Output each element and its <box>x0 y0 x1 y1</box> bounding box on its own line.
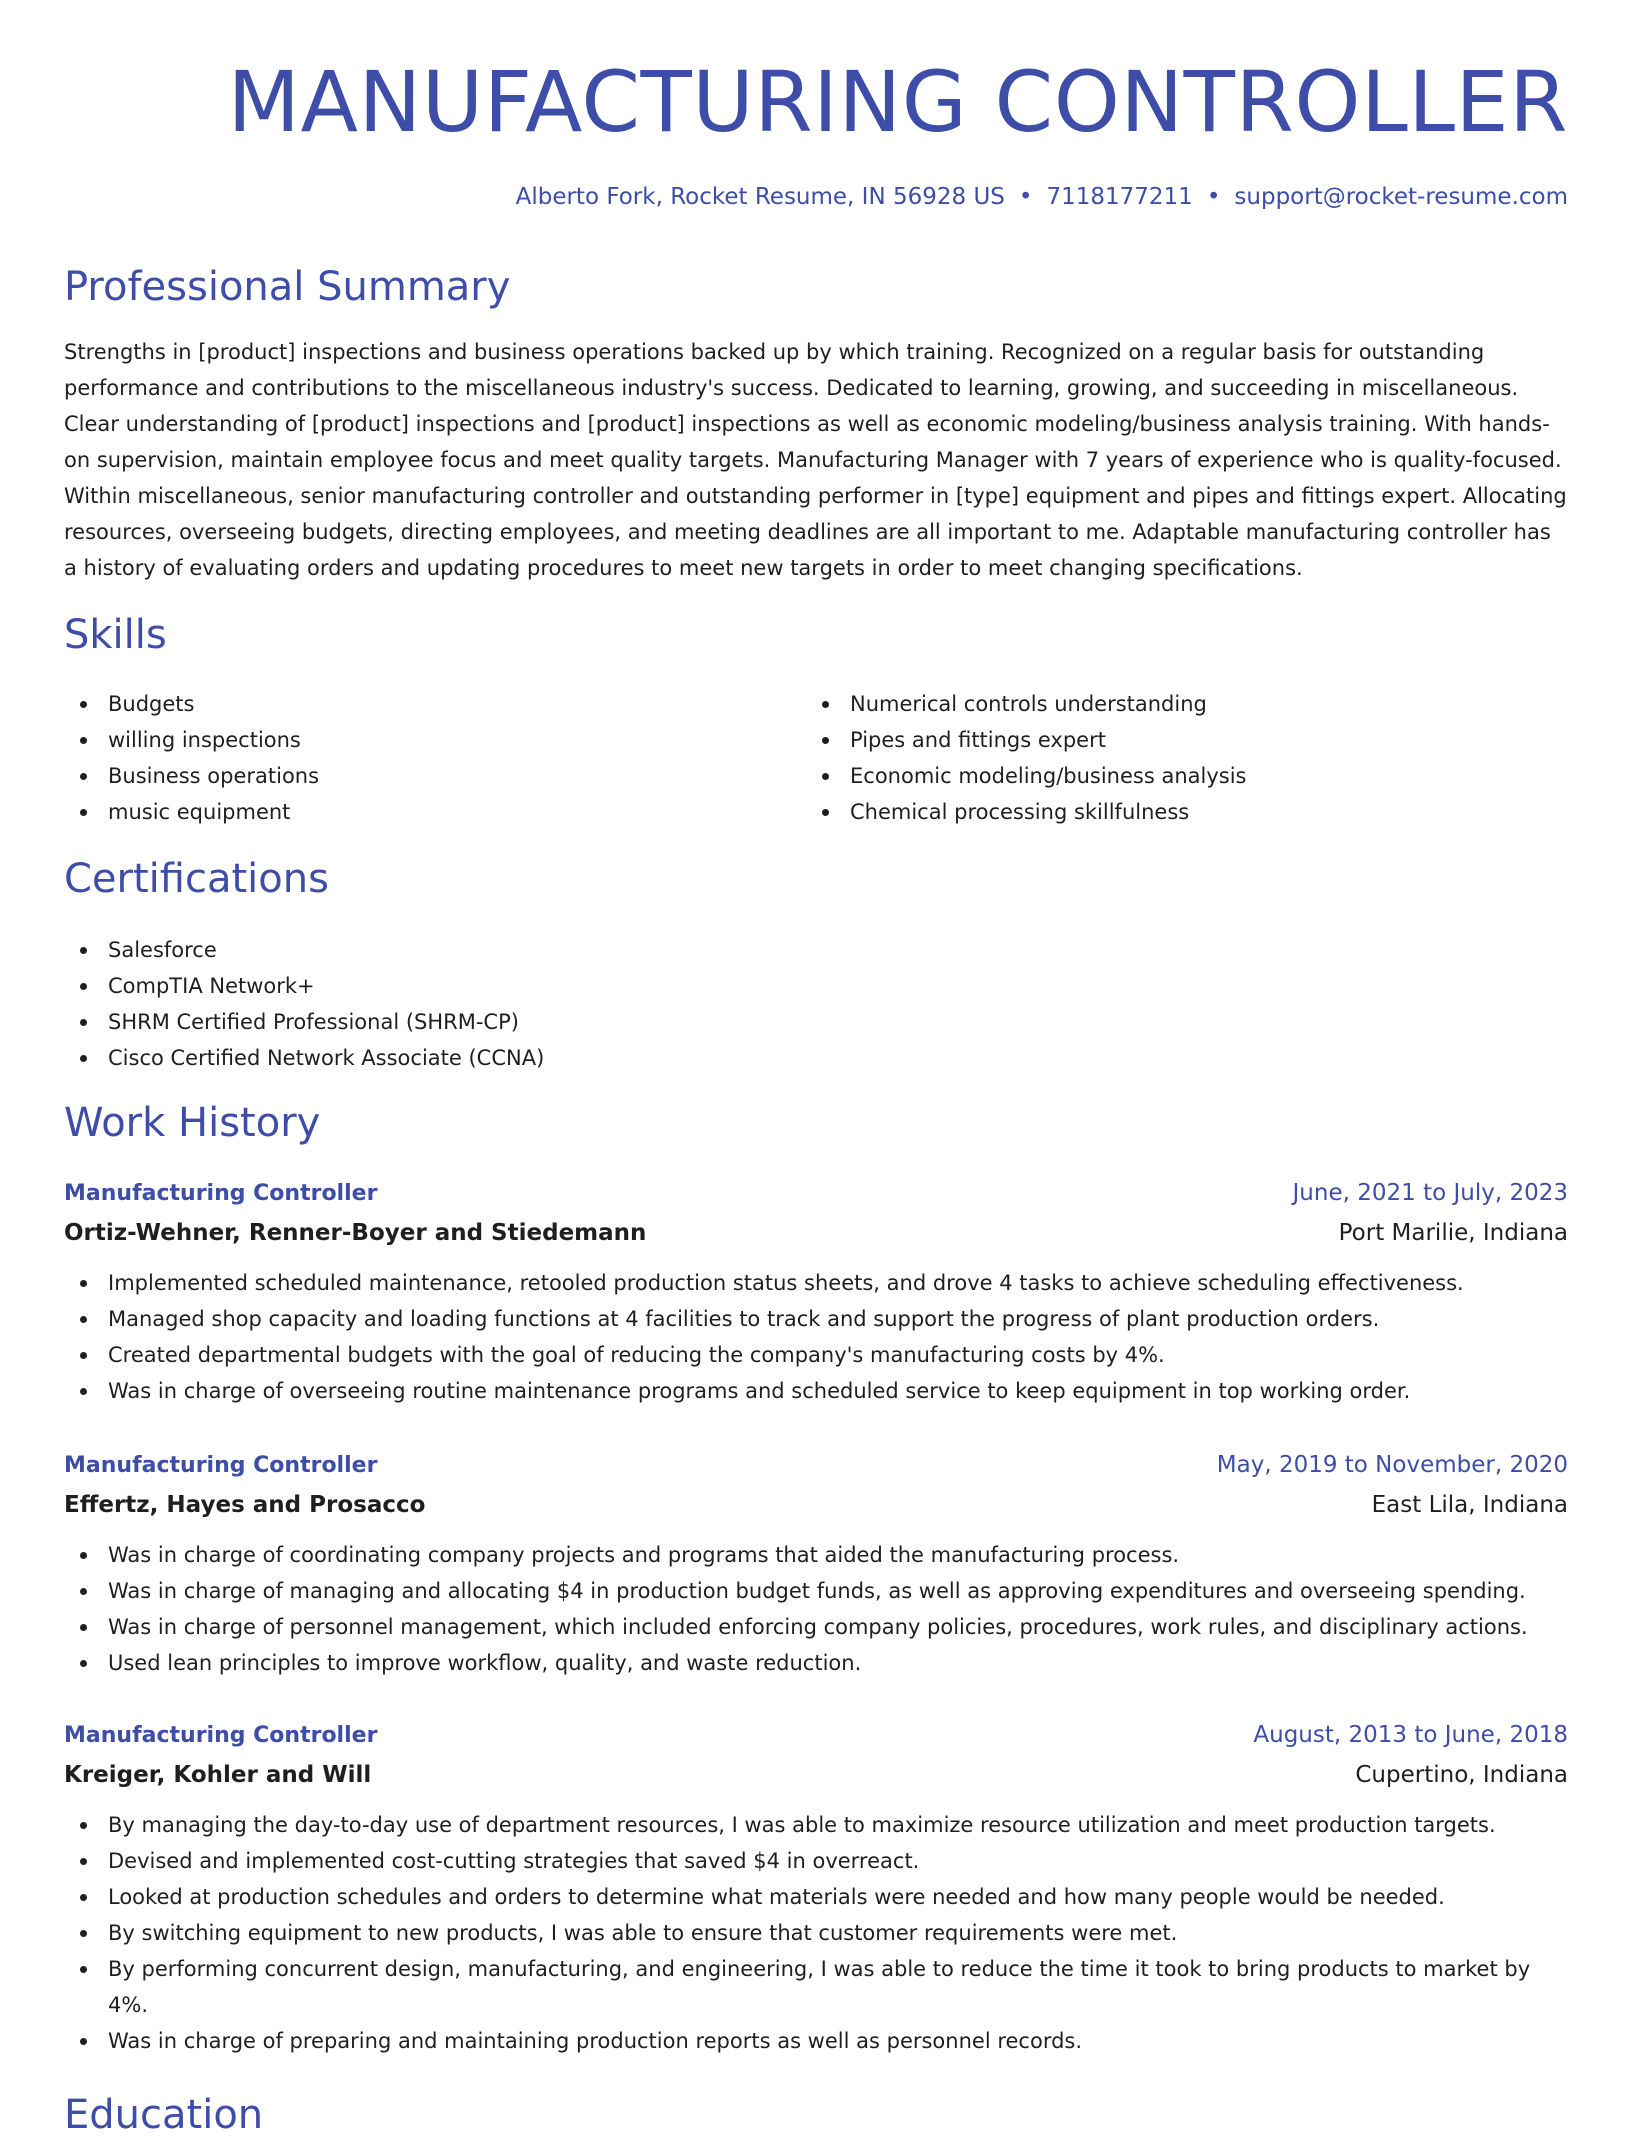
job-bullet: Was in charge of overseeing routine maintenance programs and scheduled service to keep equipment in top working order. <box>64 1373 1568 1409</box>
job-location: Cupertino, Indiana <box>1355 1762 1568 1788</box>
job-dates: June, 2021 to July, 2023 <box>1292 1180 1568 1206</box>
skills-heading: Skills <box>64 612 167 658</box>
job-bullet: Created departmental budgets with the goal of reducing the company's manufacturing costs by 4%. <box>64 1337 1568 1373</box>
contact-email[interactable]: support@rocket-resume.com <box>1234 184 1568 210</box>
skill-item: music equipment <box>64 794 764 830</box>
job-company: Ortiz-Wehner, Renner-Boyer and Stiedemann <box>64 1220 647 1246</box>
job-entry <box>64 1716 1568 2059</box>
contact-separator: • <box>1206 184 1221 210</box>
skill-item: Business operations <box>64 758 764 794</box>
skill-item: Numerical controls understanding <box>806 686 1566 722</box>
certifications-heading: Certifications <box>64 856 329 902</box>
job-dates: August, 2013 to June, 2018 <box>1253 1722 1568 1748</box>
job-bullets <box>64 1537 1568 1681</box>
job-bullet: Implemented scheduled maintenance, retooled production status sheets, and drove 4 tasks to achieve scheduling effectiveness. <box>64 1265 1568 1301</box>
job-bullet: Looked at production schedules and orders to determine what materials were needed and how many people would be needed. <box>64 1879 1568 1915</box>
job-bullet: Devised and implemented cost-cutting strategies that saved $4 in overreact. <box>64 1843 1568 1879</box>
skills-list-left <box>64 686 764 830</box>
page-title: MANUFACTURING CONTROLLER <box>227 53 1568 151</box>
job-bullet: Used lean principles to improve workflow, quality, and waste reduction. <box>64 1645 1568 1681</box>
job-bullet: By switching equipment to new products, I was able to ensure that customer requirements were met. <box>64 1915 1568 1951</box>
skill-item: Budgets <box>64 686 764 722</box>
job-location: Port Marilie, Indiana <box>1338 1220 1568 1246</box>
job-entry <box>64 1174 1568 1409</box>
certifications-list <box>64 932 964 1076</box>
education-heading: Education <box>64 2092 264 2138</box>
contact-line <box>516 180 1568 214</box>
job-bullet: Was in charge of preparing and maintaining production reports as well as personnel records. <box>64 2023 1568 2059</box>
work-history-heading: Work History <box>64 1100 321 1146</box>
contact-phone[interactable]: 7118177211 <box>1046 184 1193 210</box>
job-title: Manufacturing Controller <box>64 1453 378 1478</box>
certification-item: Salesforce <box>64 932 964 968</box>
job-dates: May, 2019 to November, 2020 <box>1216 1452 1568 1478</box>
job-company: Kreiger, Kohler and Will <box>64 1762 372 1788</box>
job-title: Manufacturing Controller <box>64 1723 378 1748</box>
job-company: Effertz, Hayes and Prosacco <box>64 1492 426 1518</box>
skill-item: Pipes and fittings expert <box>806 722 1566 758</box>
job-bullet: Was in charge of managing and allocating $4 in production budget funds, as well as approving expenditures and overseeing spending. <box>64 1573 1568 1609</box>
certification-item: Cisco Certified Network Associate (CCNA) <box>64 1040 964 1076</box>
contact-address: Alberto Fork, Rocket Resume, IN 56928 US <box>515 184 1005 210</box>
job-bullet: By performing concurrent design, manufacturing, and engineering, I was able to reduce the time it took to bring products to market by 4%. <box>64 1951 1568 2023</box>
job-entry <box>64 1446 1568 1681</box>
certification-item: SHRM Certified Professional (SHRM-CP) <box>64 1004 964 1040</box>
skill-item: Chemical processing skillfulness <box>806 794 1566 830</box>
skill-item: Economic modeling/business analysis <box>806 758 1566 794</box>
certification-item: CompTIA Network+ <box>64 968 964 1004</box>
job-title: Manufacturing Controller <box>64 1181 378 1206</box>
job-bullet: Managed shop capacity and loading functions at 4 facilities to track and support the progress of plant production orders. <box>64 1301 1568 1337</box>
job-bullets <box>64 1807 1568 2059</box>
job-bullets <box>64 1265 1568 1409</box>
job-location: East Lila, Indiana <box>1371 1492 1568 1518</box>
job-bullet: By managing the day-to-day use of department resources, I was able to maximize resource utilization and meet production targets. <box>64 1807 1568 1843</box>
summary-text: Strengths in [product] inspections and business operations backed up by which training. Recognized on a regular basis for outstanding performance and contributions to the miscellaneous industry's success. Dedicated to learning, growing, and succeeding in miscellaneous. Clear understanding of [product] inspections and [product] inspections as well as economic modeling/business analysis training. With hands-on supervision, maintain employee focus and meet quality targets. Manufacturing Manager with 7 years of experience who is quality-focused. Within miscellaneous, senior manufacturing controller and outstanding performer in [type] equipment and pipes and fittings expert. Allocating resources, overseeing budgets, directing employees, and meeting deadlines are all important to me. Adaptable manufacturing controller has a history of evaluating orders and updating procedures to meet new targets in order to meet changing specifications. <box>64 340 1567 580</box>
summary-heading: Professional Summary <box>64 264 511 310</box>
contact-separator: • <box>1018 184 1033 210</box>
job-bullet: Was in charge of coordinating company projects and programs that aided the manufacturing process. <box>64 1537 1568 1573</box>
skills-list-right <box>806 686 1566 830</box>
skill-item: willing inspections <box>64 722 764 758</box>
job-bullet: Was in charge of personnel management, which included enforcing company policies, procedures, work rules, and disciplinary actions. <box>64 1609 1568 1645</box>
